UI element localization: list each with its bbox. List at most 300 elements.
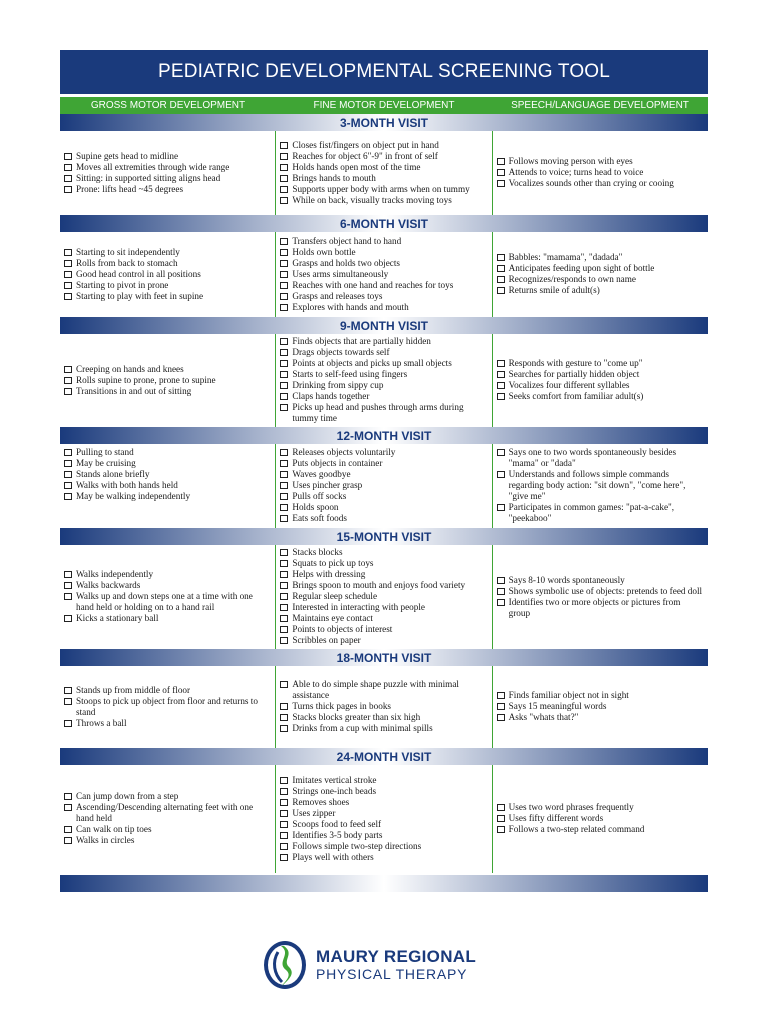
checklist-item	[497, 586, 704, 597]
visit-band	[60, 427, 708, 444]
checkbox[interactable]	[280, 371, 288, 378]
checklist-item-text: Helps with dressing	[292, 569, 366, 579]
checkbox[interactable]	[280, 582, 288, 589]
checklist-item-text: Scoops food to feed self	[292, 818, 382, 829]
stylized-figure-logo-icon	[262, 940, 308, 990]
checkbox[interactable]	[497, 276, 505, 283]
checkbox[interactable]	[280, 482, 288, 489]
checklist-item-text: Shows symbolic use of objects: pretends to feed doll	[508, 585, 703, 596]
checklist-item-text: Uses two word phrases frequently	[508, 802, 634, 812]
checklist-item-text: Says one to two words spontaneously besides "mama" or "dada"	[508, 447, 677, 468]
checkbox[interactable]	[497, 158, 505, 165]
visit-row	[60, 444, 708, 528]
checklist-item	[64, 591, 271, 613]
checklist-item-text: Finds objects that are partially hidden	[292, 336, 431, 346]
checklist-item-text: Can jump down from a step	[76, 791, 179, 801]
checklist-item	[64, 184, 271, 195]
checklist-item	[280, 151, 487, 162]
checklist-item-text: Transfers object hand to hand	[292, 235, 402, 246]
checklist-item-text: Closes fist/fingers on object put in hand	[292, 139, 439, 150]
checkbox[interactable]	[280, 560, 288, 567]
checkbox[interactable]	[64, 186, 72, 193]
checkbox[interactable]	[280, 142, 288, 149]
checkbox[interactable]	[497, 599, 505, 606]
checklist-item	[497, 274, 704, 285]
checklist-item	[497, 813, 704, 824]
checkbox[interactable]	[497, 287, 505, 294]
checkbox[interactable]	[280, 504, 288, 511]
column-header-bar	[60, 97, 708, 114]
checklist-item	[497, 701, 704, 712]
checklist-item-text: Drags objects towards self	[292, 347, 390, 357]
checkbox[interactable]	[64, 175, 72, 182]
checklist-item	[280, 236, 487, 247]
checklist-item	[64, 569, 271, 580]
checklist-item-text: Stands alone briefly	[76, 469, 150, 479]
checkbox[interactable]	[497, 449, 505, 456]
checklist-item-text: Uses pincher grasp	[292, 480, 363, 490]
checklist-item-text: Walks backwards	[76, 580, 141, 590]
gross-cell	[60, 131, 275, 215]
checklist-item	[280, 391, 487, 402]
checklist-item	[280, 723, 487, 734]
checkbox[interactable]	[64, 164, 72, 171]
checklist-item	[280, 184, 487, 195]
checklist-item-text: Responds with gesture to "come up"	[508, 358, 643, 368]
checklist-item-text: Babbles: "mamama", "dadada"	[508, 252, 623, 262]
checkbox[interactable]	[497, 714, 505, 721]
checkbox[interactable]	[64, 482, 72, 489]
checklist-item	[64, 685, 271, 696]
visit-row	[60, 666, 708, 748]
column-header-gross: GROSS MOTOR DEVELOPMENT	[90, 100, 246, 111]
checkbox[interactable]	[280, 338, 288, 345]
checkbox[interactable]	[64, 582, 72, 589]
checklist-item-text: Finds familiar object not in sight	[508, 690, 629, 700]
checkbox[interactable]	[280, 197, 288, 204]
speech-cell	[492, 444, 708, 528]
checklist-item	[280, 613, 487, 624]
checkbox[interactable]	[280, 349, 288, 356]
checkbox[interactable]	[280, 282, 288, 289]
checklist-item	[64, 458, 271, 469]
checkbox[interactable]	[64, 571, 72, 578]
visit-row	[60, 545, 708, 649]
checklist-item-text: Ascending/Descending alternating feet with one hand held	[76, 802, 254, 823]
checklist-item	[280, 195, 487, 206]
checklist-item-text: Pulls off socks	[292, 491, 347, 501]
checklist-item	[497, 285, 704, 296]
checkbox[interactable]	[280, 714, 288, 721]
checklist-item	[280, 458, 487, 469]
gross-cell	[60, 444, 275, 528]
checkbox[interactable]	[497, 360, 505, 367]
checklist-item	[280, 140, 487, 151]
checkbox[interactable]	[280, 449, 288, 456]
checkbox[interactable]	[280, 175, 288, 182]
checkbox[interactable]	[64, 837, 72, 844]
checklist-item-text: Starting to pivot in prone	[76, 279, 169, 290]
checkbox[interactable]	[497, 804, 505, 811]
checklist-item	[497, 824, 704, 835]
checklist-item-text: Follows moving person with eyes	[508, 156, 633, 166]
checklist-item	[497, 502, 704, 524]
speech-cell	[492, 545, 708, 649]
checklist-item	[280, 162, 487, 173]
checklist-item	[64, 802, 271, 824]
checklist-item-text: Starts to self-feed using fingers	[292, 369, 408, 379]
checklist-item	[280, 369, 487, 380]
checklist-item	[280, 547, 487, 558]
checkbox[interactable]	[280, 404, 288, 411]
checklist-item	[280, 280, 487, 291]
checkbox[interactable]	[280, 637, 288, 644]
checkbox[interactable]	[280, 832, 288, 839]
fine-cell	[275, 765, 491, 873]
checkbox[interactable]	[280, 382, 288, 389]
fine-cell	[275, 545, 491, 649]
checklist-item-text: May be walking independently	[76, 491, 191, 501]
checkbox[interactable]	[64, 793, 72, 800]
checkbox[interactable]	[280, 186, 288, 193]
visit-label: 12-MONTH VISIT	[336, 428, 432, 443]
checklist-item-text: Follows a two-step related command	[508, 824, 645, 834]
checklist-item	[64, 375, 271, 386]
checkbox[interactable]	[64, 449, 72, 456]
checklist-item-text: Walks up and down steps one at a time with one hand held or holding on to a hand rail	[76, 591, 253, 612]
checklist-item	[64, 718, 271, 729]
checkbox[interactable]	[280, 493, 288, 500]
checklist-item	[64, 258, 271, 269]
checklist-item	[497, 380, 704, 391]
checklist-item	[280, 569, 487, 580]
checklist-item-text: Turns thick pages in books	[292, 701, 392, 711]
logo	[262, 940, 502, 990]
checkbox[interactable]	[280, 571, 288, 578]
checklist-item-text: Rolls from back to stomach	[76, 257, 178, 268]
checkbox[interactable]	[280, 777, 288, 784]
checklist-item	[280, 701, 487, 712]
checklist-item-text: Seeks comfort from familiar adult(s)	[508, 391, 644, 401]
footer-band	[60, 875, 708, 892]
checkbox[interactable]	[280, 460, 288, 467]
checklist-item-text: Attends to voice; turns head to voice	[508, 167, 644, 177]
checklist-item-text: Identifies 3-5 body parts	[292, 829, 383, 840]
fine-cell	[275, 666, 491, 748]
checklist-item	[64, 696, 271, 718]
checkbox[interactable]	[280, 293, 288, 300]
checklist-item	[280, 580, 487, 591]
checkbox[interactable]	[280, 799, 288, 806]
checklist-item-text: Uses zipper	[292, 807, 336, 818]
checklist-item-text: Stands up from middle of floor	[76, 684, 191, 695]
checklist-item	[64, 280, 271, 291]
checkbox[interactable]	[280, 788, 288, 795]
checklist-item-text: Puts objects in container	[292, 458, 383, 468]
checklist-item-text: Brings hands to mouth	[292, 172, 376, 183]
checklist-item	[280, 712, 487, 723]
checklist-item	[280, 173, 487, 184]
checklist-item-text: Walks with both hands held	[76, 480, 178, 490]
checklist-item	[497, 263, 704, 274]
checklist-item-text: Supine gets head to midline	[76, 150, 179, 161]
checklist-item	[280, 480, 487, 491]
checklist-item	[497, 156, 704, 167]
checklist-item	[64, 791, 271, 802]
checklist-item-text: Uses fifty different words	[508, 813, 604, 823]
checklist-item	[497, 391, 704, 402]
checkbox[interactable]	[497, 504, 505, 511]
checklist-item	[280, 797, 487, 808]
checklist-item-text: Asks "whats that?"	[508, 712, 579, 722]
speech-cell	[492, 334, 708, 427]
checklist-item-text: Identifies two or more objects or pictures from group	[508, 596, 681, 618]
checklist-item	[280, 291, 487, 302]
checklist-item-text: Says 8-10 words spontaneously	[508, 574, 625, 585]
checklist-item-text: Sitting: in supported sitting aligns head	[76, 172, 221, 183]
checkbox[interactable]	[280, 725, 288, 732]
checklist-item	[497, 178, 704, 189]
checklist-item	[497, 167, 704, 178]
checkbox[interactable]	[280, 515, 288, 522]
checklist-item	[280, 679, 487, 701]
checklist-item-text: Picks up head and pushes through arms during tummy time	[292, 402, 464, 423]
checklist-item	[64, 162, 271, 173]
checklist-item-text: Transitions in and out of sitting	[76, 385, 192, 396]
checkbox[interactable]	[497, 577, 505, 584]
checklist-item	[497, 447, 704, 469]
checkbox[interactable]	[497, 588, 505, 595]
checklist-item-text: Throws a ball	[76, 717, 127, 728]
checklist-item	[280, 469, 487, 480]
checklist-item	[64, 613, 271, 624]
checkbox[interactable]	[64, 153, 72, 160]
checklist-item-text: Understands and follows simple commands regarding body action: "sit down", "come here", "give me"	[508, 469, 686, 501]
visit-label: 3-MONTH VISIT	[339, 115, 428, 130]
checkbox[interactable]	[280, 810, 288, 817]
checkbox[interactable]	[280, 681, 288, 688]
checklist-item-text: Grasps and releases toys	[292, 290, 383, 301]
checkbox[interactable]	[280, 260, 288, 267]
checkbox[interactable]	[64, 271, 72, 278]
checklist-item	[280, 302, 487, 313]
checkbox[interactable]	[497, 393, 505, 400]
checklist-item-text: Points to objects of interest	[292, 624, 393, 634]
checklist-item-text: Stoops to pick up object from floor and returns to stand	[76, 695, 258, 717]
checklist-item-text: Interested in interacting with people	[292, 602, 425, 612]
checkbox[interactable]	[497, 265, 505, 272]
checklist-item	[280, 513, 487, 524]
checklist-item-text: Says 15 meaningful words	[508, 701, 607, 711]
checklist-item	[497, 358, 704, 369]
checkbox[interactable]	[497, 180, 505, 187]
checkbox[interactable]	[64, 388, 72, 395]
checkbox[interactable]	[64, 687, 72, 694]
checklist-item	[497, 252, 704, 263]
checklist-item-text: Waves goodbye	[292, 469, 351, 479]
checklist-item-text: Starting to sit independently	[76, 246, 180, 257]
checklist-item-text: Uses arms simultaneously	[292, 268, 389, 279]
gross-cell	[60, 666, 275, 748]
checklist-item	[280, 269, 487, 280]
checkbox[interactable]	[64, 366, 72, 373]
checkbox[interactable]	[64, 471, 72, 478]
visit-label: 24-MONTH VISIT	[336, 749, 432, 764]
checkbox[interactable]	[280, 593, 288, 600]
speech-cell	[492, 232, 708, 317]
checkbox[interactable]	[280, 604, 288, 611]
checkbox[interactable]	[280, 360, 288, 367]
checkbox[interactable]	[497, 382, 505, 389]
gross-cell	[60, 334, 275, 427]
checklist-item	[280, 447, 487, 458]
checkbox[interactable]	[280, 821, 288, 828]
checklist-item-text: Participates in common games: "pat-a-cake", "peekaboo"	[508, 502, 675, 523]
checklist-item	[280, 841, 487, 852]
checklist-item	[280, 358, 487, 369]
checklist-item-text: Walks independently	[76, 569, 154, 579]
checklist-item-text: Drinking from sippy cup	[292, 380, 384, 390]
visit-label: 15-MONTH VISIT	[336, 529, 432, 544]
checklist-item-text: Moves all extremities through wide range	[76, 161, 230, 172]
column-header-fine: FINE MOTOR DEVELOPMENT	[313, 100, 455, 111]
checklist-item	[280, 635, 487, 646]
checklist-item-text: Imitates vertical stroke	[292, 774, 377, 785]
checklist-item	[280, 786, 487, 797]
checklist-item-text: Maintains eye contact	[292, 613, 373, 623]
checklist-item	[280, 624, 487, 635]
checkbox[interactable]	[64, 698, 72, 705]
checklist-item	[497, 690, 704, 701]
checkbox[interactable]	[64, 615, 72, 622]
checklist-item	[64, 447, 271, 458]
checkbox[interactable]	[64, 720, 72, 727]
checklist-item	[64, 835, 271, 846]
checkbox[interactable]	[64, 804, 72, 811]
checkbox[interactable]	[280, 238, 288, 245]
checklist-item-text: Able to do simple shape puzzle with minimal assistance	[292, 679, 459, 700]
checkbox[interactable]	[64, 460, 72, 467]
checklist-item-text: Creeping on hands and knees	[76, 363, 184, 374]
checklist-item-text: Anticipates feeding upon sight of bottle	[508, 263, 655, 273]
checkbox[interactable]	[64, 493, 72, 500]
checklist-item	[280, 336, 487, 347]
checkbox[interactable]	[280, 703, 288, 710]
checklist-item	[280, 502, 487, 513]
checklist-item-text: Returns smile of adult(s)	[508, 285, 600, 295]
checklist-item-text: Walks in circles	[76, 835, 135, 845]
checkbox[interactable]	[280, 153, 288, 160]
checkbox[interactable]	[280, 271, 288, 278]
checklist-item	[280, 258, 487, 269]
visit-band	[60, 215, 708, 232]
checklist-item	[280, 775, 487, 786]
checkbox[interactable]	[64, 260, 72, 267]
checkbox[interactable]	[280, 843, 288, 850]
checklist-item	[497, 575, 704, 586]
gross-cell	[60, 545, 275, 649]
checklist-item-text: Removes shoes	[292, 796, 350, 807]
checkbox[interactable]	[280, 626, 288, 633]
checklist-item	[497, 469, 704, 502]
checkbox[interactable]	[64, 249, 72, 256]
fine-cell	[275, 131, 491, 215]
checkbox[interactable]	[497, 371, 505, 378]
visit-label: 6-MONTH VISIT	[339, 216, 428, 231]
checkbox[interactable]	[280, 471, 288, 478]
checkbox[interactable]	[280, 615, 288, 622]
checkbox[interactable]	[64, 377, 72, 384]
fine-cell	[275, 444, 491, 528]
checklist-item-text: Regular sleep schedule	[292, 591, 378, 601]
checkbox[interactable]	[64, 826, 72, 833]
screening-document	[60, 50, 708, 892]
checklist-item-text: Holds spoon	[292, 502, 339, 512]
checklist-item-text: Stacks blocks	[292, 547, 343, 557]
visit-band	[60, 649, 708, 666]
checklist-item-text: Follows simple two-step directions	[292, 840, 422, 851]
checklist-item	[280, 830, 487, 841]
checklist-item	[280, 852, 487, 863]
checklist-item-text: Can walk on tip toes	[76, 824, 152, 834]
checkbox[interactable]	[497, 826, 505, 833]
checkbox[interactable]	[280, 854, 288, 861]
checkbox[interactable]	[280, 164, 288, 171]
checklist-item-text: May be cruising	[76, 458, 136, 468]
checklist-item-text: Good head control in all positions	[76, 268, 201, 279]
checkbox[interactable]	[497, 254, 505, 261]
checkbox[interactable]	[280, 393, 288, 400]
checkbox[interactable]	[280, 249, 288, 256]
checklist-item-text: Squats to pick up toys	[292, 558, 374, 568]
logo-name: MAURY REGIONAL	[316, 947, 477, 966]
checklist-item	[64, 480, 271, 491]
speech-cell	[492, 131, 708, 215]
checklist-item	[280, 347, 487, 358]
checklist-item-text: Holds hands open most of the time	[292, 161, 421, 172]
checklist-item	[280, 558, 487, 569]
checkbox[interactable]	[64, 282, 72, 289]
checkbox[interactable]	[497, 703, 505, 710]
checkbox[interactable]	[64, 293, 72, 300]
visit-row	[60, 232, 708, 317]
checklist-item-text: Prone: lifts head ~45 degrees	[76, 183, 184, 194]
checklist-item-text: Brings spoon to mouth and enjoys food variety	[292, 580, 466, 590]
checkbox[interactable]	[280, 549, 288, 556]
checklist-item-text: Kicks a stationary ball	[76, 613, 159, 623]
column-header-speech: SPEECH/LANGUAGE DEVELOPMENT	[511, 100, 689, 111]
checklist-item-text: Reaches with one hand and reaches for toys	[292, 279, 454, 290]
checklist-item	[64, 491, 271, 502]
checkbox[interactable]	[497, 169, 505, 176]
checklist-item	[64, 173, 271, 184]
checklist-item	[64, 247, 271, 258]
checklist-item	[64, 364, 271, 375]
checklist-item	[64, 151, 271, 162]
speech-cell	[492, 666, 708, 748]
page-title: PEDIATRIC DEVELOPMENTAL SCREENING TOOL	[60, 50, 708, 94]
visit-sections	[60, 114, 708, 873]
checkbox[interactable]	[497, 815, 505, 822]
checklist-item-text: Strings one-inch beads	[292, 785, 377, 796]
checkbox[interactable]	[497, 471, 505, 478]
visit-row	[60, 334, 708, 427]
checkbox[interactable]	[280, 304, 288, 311]
checklist-item-text: Reaches for object 6"-9" in front of self	[292, 150, 438, 161]
checklist-item-text: While on back, visually tracks moving toys	[292, 194, 452, 205]
checkbox[interactable]	[497, 692, 505, 699]
checkbox[interactable]	[64, 593, 72, 600]
